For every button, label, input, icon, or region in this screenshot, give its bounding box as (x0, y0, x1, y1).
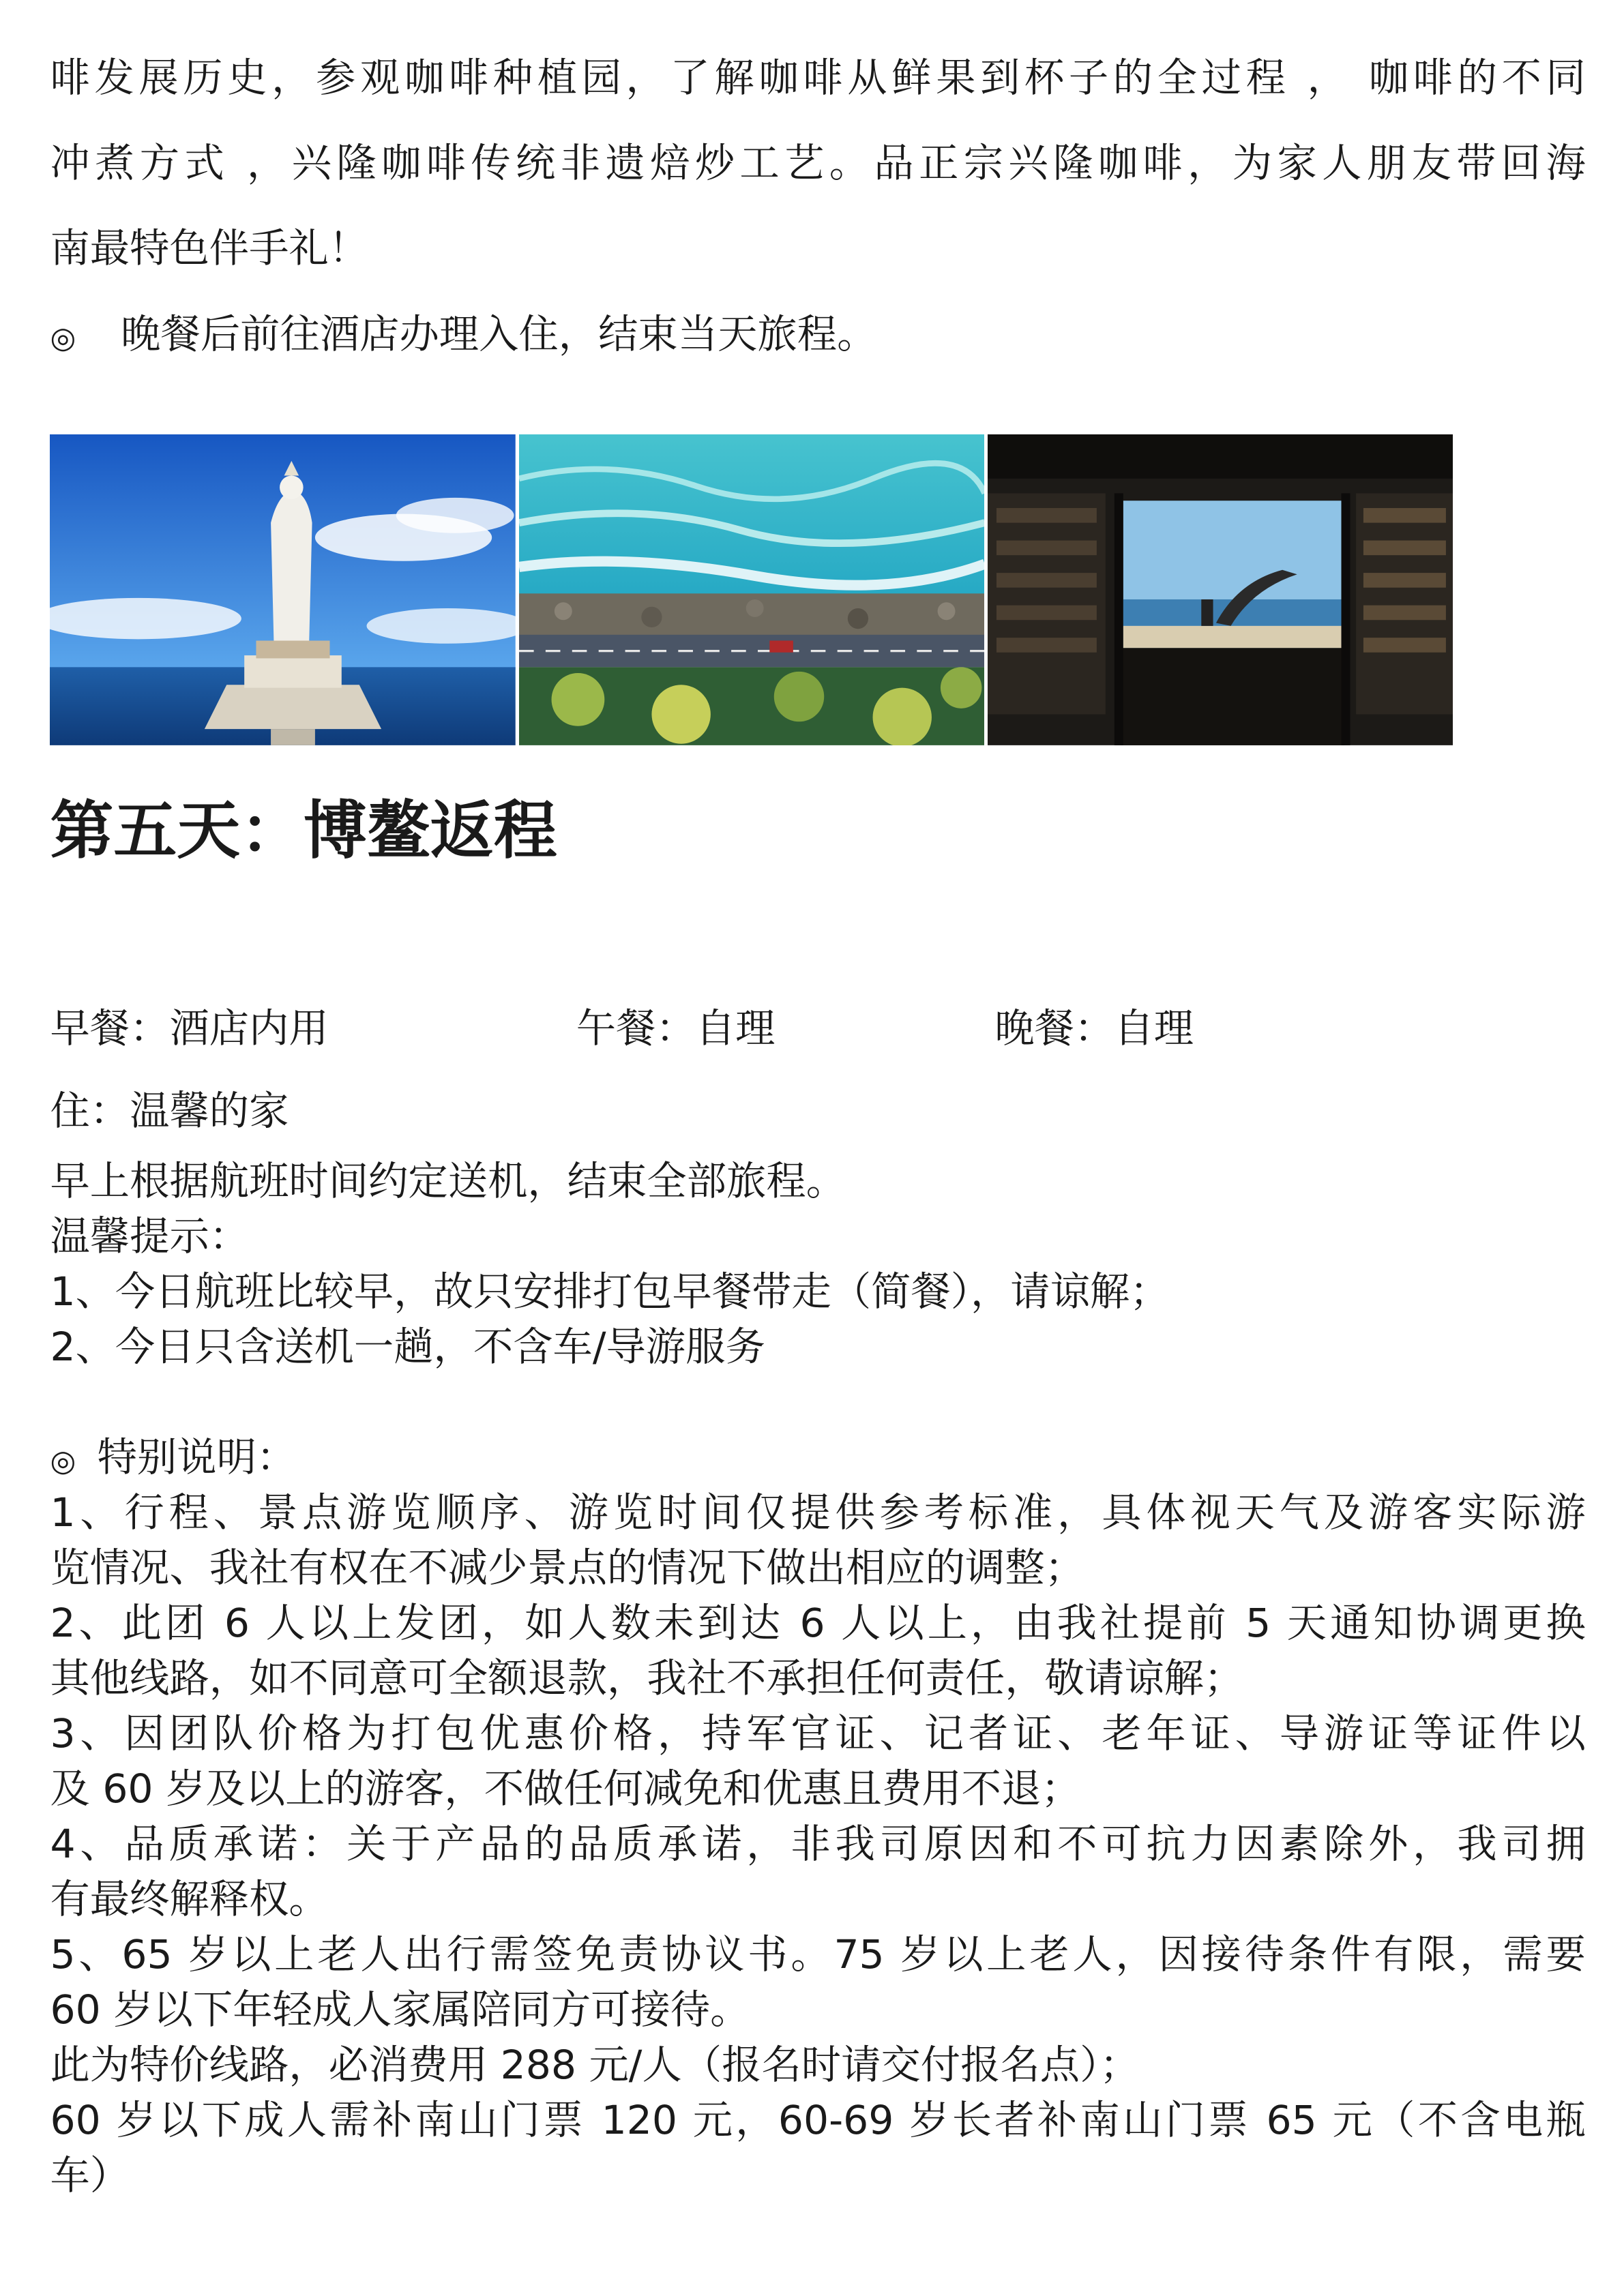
spacer (50, 1375, 1585, 1430)
lunch-info: 午餐：自理 (576, 1004, 776, 1052)
intro-line-2: 冲煮方式 ，兴隆咖啡传统非遗焙炒工艺。品正宗兴隆咖啡，为家人朋友带回海 (50, 140, 1586, 187)
photo-aerial-coast (519, 434, 985, 745)
notes-line: 3、因团队价格为打包优惠价格，持军官证、记者证、老年证、导游证等证件以 (50, 1710, 1586, 1757)
notes-line: 览情况、我社有权在不减少景点的情况下做出相应的调整； (50, 1544, 1084, 1591)
bullet-circle-icon: ◎ (50, 320, 76, 355)
intro-line-3: 南最特色伴手礼！ (50, 225, 369, 272)
notes-line: 早上根据航班时间约定送机，结束全部旅程。 (50, 1157, 846, 1204)
notes-line: 其他线路，如不同意可全额退款，我社不承担任何责任，敬请谅解； (50, 1654, 1244, 1701)
notes-line: 5、65 岁以上老人出行需签免责协议书。75 岁以上老人，因接待条件有限，需要 (50, 1930, 1586, 1978)
notes-line: 有最终解释权。 (50, 1875, 329, 1922)
evening-bullet-text: 晚餐后前往酒店办理入住，结束当天旅程。 (121, 310, 877, 357)
notes-section (50, 1154, 1585, 2203)
evening-bullet (50, 292, 1585, 377)
notes-line: 1、今日航班比较早，故只安排打包早餐带走（简餐），请谅解； (50, 1268, 1170, 1315)
intro-line-1: 啡发展历史，参观咖啡种植园，了解咖啡从鲜果到杯子的全过程 ， 咖啡的不同 (50, 54, 1586, 101)
notes-line: 车） (50, 2152, 130, 2199)
notes-line: 60 岁以下成人需补南山门票 120 元，60-69 岁长者补南山门票 65 元（不含电瓶 (50, 2097, 1586, 2143)
day-five-title: 第五天：博鳌返程 (50, 793, 557, 867)
intro-section (50, 35, 1585, 377)
notes-line: 2、今日只含送机一趟，不含车/导游服务 (50, 1323, 765, 1370)
breakfast-info: 早餐：酒店内用 (50, 1004, 329, 1052)
photo-strip (50, 434, 1456, 745)
notes-line: 2、此团 6 人以上发团，如人数未到达 6 人以上，由我社提前 5 天通知协调更换 (50, 1599, 1586, 1646)
meals-row (50, 999, 1585, 1058)
notes-line: 及 60 岁及以上的游客，不做任何减免和优惠且费用不退； (50, 1765, 1081, 1812)
notes-line: 此为特价线路，必消费用 288 元/人（报名时请交付报名点）； (50, 2041, 1140, 2088)
bullet-circle-icon: ◎ (50, 1444, 76, 1478)
notes-line: 4、品质承诺：关于产品的品质承诺，非我司原因和不可抗力因素除外，我司拥 (50, 1820, 1586, 1867)
photo-guanyin-statue (50, 434, 516, 745)
tips-heading: 温馨提示： (50, 1212, 250, 1259)
dinner-info: 晚餐：自理 (994, 1004, 1194, 1052)
notes-line: 60 岁以下年轻成人家属陪同方可接待。 (50, 1986, 750, 2033)
notes-line: 1、行程、景点游览顺序、游览时间仅提供参考标准，具体视天气及游客实际游 (50, 1489, 1586, 1536)
special-heading (50, 1430, 1585, 1485)
stay-info: 住：温馨的家 (50, 1087, 289, 1134)
special-heading-text: 特别说明： (97, 1433, 297, 1480)
photo-seaside-library (988, 434, 1453, 745)
